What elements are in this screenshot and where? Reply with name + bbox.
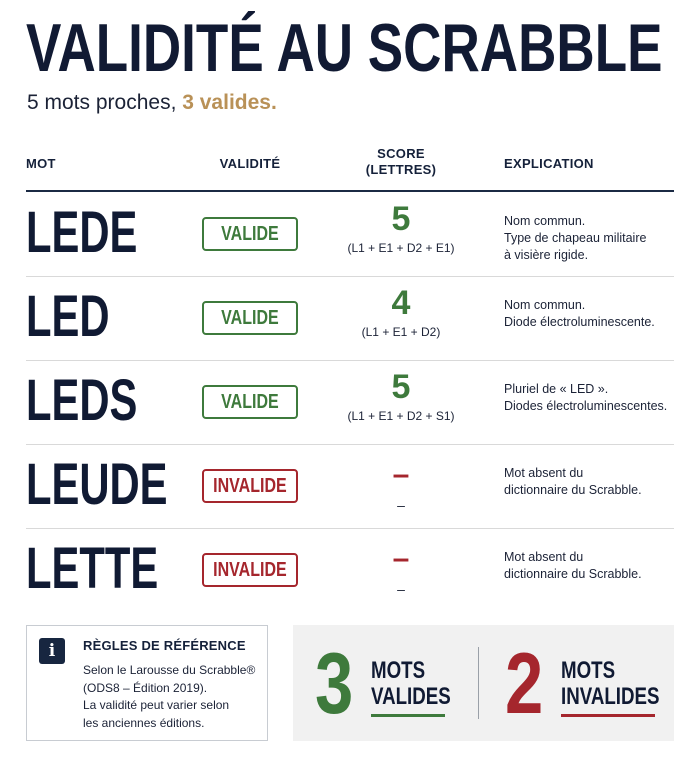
invalid-count: 2 [505, 636, 544, 732]
status-badge: VALIDE [202, 301, 298, 335]
explanation: Nom commun. Type de chapeau militaire à visière rigide. [504, 214, 647, 262]
invalid-underline [561, 714, 655, 717]
table-row [26, 277, 674, 361]
score-formula: (L1 + E1 + D2 + E1) [347, 241, 455, 255]
info-icon: i [39, 638, 65, 664]
column-header-mot: MOT [26, 156, 56, 171]
score-formula: – [397, 581, 405, 597]
explanation: Nom commun. Diode électroluminescente. [504, 298, 655, 329]
invalid-label: MOTS INVALIDES [561, 657, 660, 710]
table-row [26, 529, 674, 613]
word: LETTE [26, 536, 159, 601]
status-badge: VALIDE [202, 217, 298, 251]
column-header-validite: VALIDITÉ [219, 156, 281, 171]
explanation: Pluriel de « LED ». Diodes électroluminescentes. [504, 382, 668, 413]
score-value: 5 [391, 368, 411, 406]
word: LED [26, 284, 110, 349]
score-value: 5 [391, 200, 411, 238]
table-row [26, 445, 674, 529]
score-formula: – [397, 497, 405, 513]
page-subtitle [27, 91, 277, 115]
table-row [26, 361, 674, 445]
score-formula: (L1 + E1 + D2) [361, 325, 441, 339]
word: LEDE [26, 200, 138, 265]
reference-title: RÈGLES DE RÉFÉRENCE [83, 638, 246, 653]
subtitle-prefix: 5 mots proches, [27, 91, 183, 114]
column-header-score [346, 146, 456, 178]
column-header-explication: EXPLICATION [504, 156, 594, 171]
reference-text: Selon le Larousse du Scrabble® (ODS8 – Édition 2019). La validité peut varier selon les anciennes éditions. [83, 663, 256, 730]
valid-label: MOTS VALIDES [371, 657, 451, 710]
valid-underline [371, 714, 445, 717]
explanation: Mot absent du dictionnaire du Scrabble. [504, 466, 642, 497]
score-formula: (L1 + E1 + D2 + S1) [347, 409, 455, 423]
page-title: VALIDITÉ AU SCRABBLE [26, 10, 663, 86]
header-divider [26, 190, 674, 192]
score-header-line2: (LETTRES) [365, 162, 437, 177]
summary-panel [293, 625, 674, 741]
summary-divider [478, 647, 479, 719]
score-header-line1: SCORE [377, 146, 425, 161]
status-badge: VALIDE [202, 385, 298, 419]
score-value: 4 [391, 284, 411, 322]
valid-count: 3 [315, 636, 354, 732]
status-badge: INVALIDE [202, 553, 298, 587]
table-row [26, 193, 674, 277]
table-header [0, 140, 699, 190]
status-badge: INVALIDE [202, 469, 298, 503]
word: LEUDE [26, 452, 168, 517]
score-value: – [392, 542, 410, 575]
score-value: – [392, 458, 410, 491]
reference-panel [26, 625, 268, 741]
explanation: Mot absent du dictionnaire du Scrabble. [504, 550, 642, 581]
word: LEDS [26, 368, 138, 433]
subtitle-highlight: 3 valides. [182, 91, 277, 114]
